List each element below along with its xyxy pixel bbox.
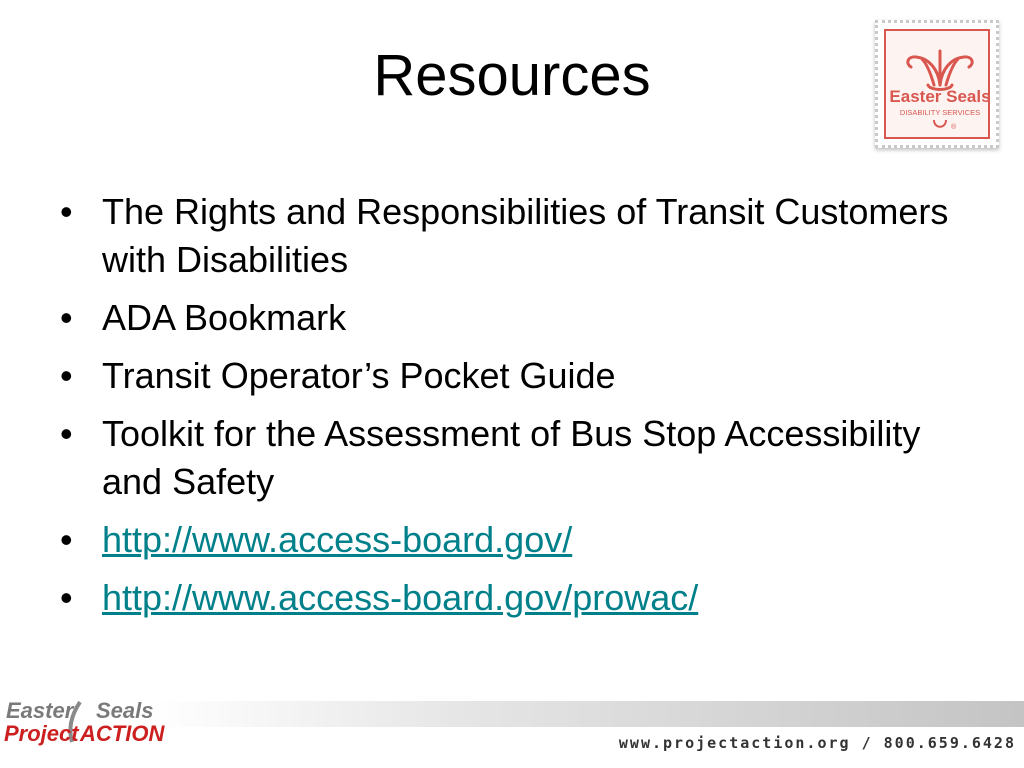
list-item	[60, 188, 980, 284]
bullet-icon: •	[60, 519, 73, 560]
footer-logo-seals: Seals	[96, 698, 154, 723]
resource-title: The Rights and Responsibilities of Transit Customers with Disabilities	[102, 191, 949, 280]
footer-contact: www.projectaction.org / 800.659.6428	[618, 734, 1016, 752]
footer-logo-easter: Easter	[6, 698, 74, 723]
bullet-icon: •	[60, 577, 73, 618]
list-item	[60, 410, 980, 506]
logo-registered-mark: ®	[951, 124, 957, 131]
resource-title: Toolkit for the Assessment of Bus Stop Accessibility and Safety	[102, 413, 921, 502]
list-item	[60, 294, 980, 342]
list-item	[60, 516, 980, 564]
bullet-icon: •	[60, 355, 73, 396]
logo-subtitle: DISABILITY SERVICES	[899, 108, 981, 117]
project-action-logo	[2, 694, 165, 750]
resource-link[interactable]: http://www.access-board.gov/	[102, 519, 573, 560]
list-item	[60, 352, 980, 400]
resource-link[interactable]: http://www.access-board.gov/prowac/	[102, 577, 699, 618]
bullet-icon: •	[60, 191, 73, 232]
footer-bar	[150, 701, 1024, 727]
resource-title: ADA Bookmark	[102, 297, 347, 338]
resource-list	[60, 188, 980, 632]
logo-title: Easter Seals	[889, 87, 991, 106]
slide-title: Resources	[373, 43, 651, 108]
footer-logo-action: ACTION	[80, 721, 165, 746]
list-item	[60, 574, 980, 622]
bullet-icon: •	[60, 413, 73, 454]
resource-title: Transit Operator’s Pocket Guide	[102, 355, 616, 396]
footer-logo-project: Project	[4, 721, 79, 746]
lily-icon	[878, 23, 1002, 151]
easter-seals-logo	[875, 20, 999, 148]
bullet-icon: •	[60, 297, 73, 338]
